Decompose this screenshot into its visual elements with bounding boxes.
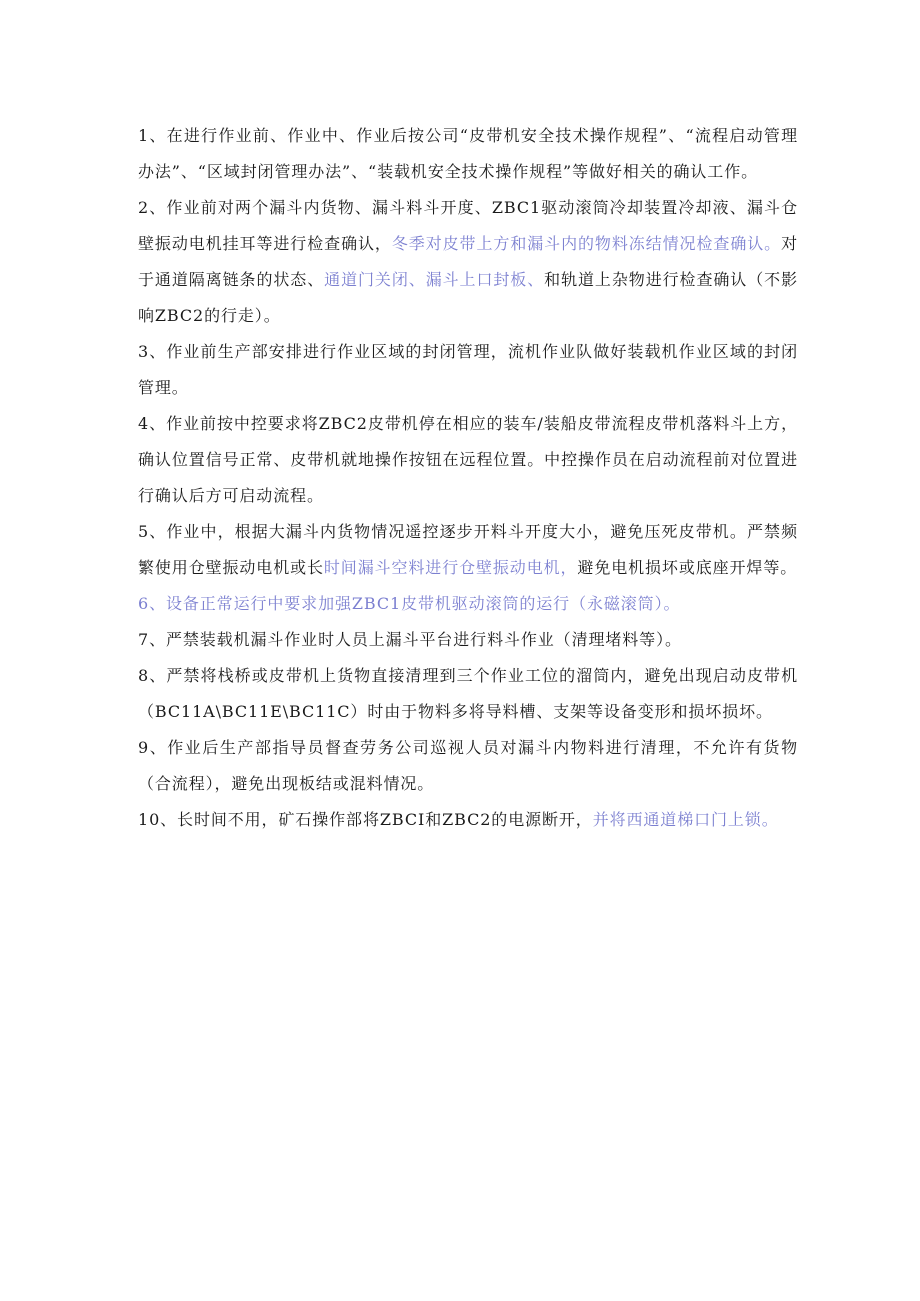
item-2-highlight-b: 通道门关闭、漏斗上口封板、 <box>324 270 545 289</box>
item-7 <box>138 622 798 658</box>
item-10-highlight: 并将西通道梯口门上锁。 <box>592 810 779 829</box>
item-1-text: 1、在进行作业前、作业中、作业后按公司“皮带机安全技术操作规程”、“流程启动管理办法”、“区域封闭管理办法”、“装载机安全技术操作规程”等做好相关的确认工作。 <box>138 126 798 181</box>
item-6 <box>138 586 798 622</box>
item-8 <box>138 658 798 730</box>
item-10 <box>138 802 798 838</box>
item-8-text: 8、严禁将栈桥或皮带机上货物直接清理到三个作业工位的溜筒内，避免出现启动皮带机（BC11A\BC11E\BC11C）时由于物料多将导料槽、支架等设备变形和损坏损坏。 <box>138 666 798 721</box>
item-6-highlight: 6、设备正常运行中要求加强ZBC1皮带机驱动滚筒的运行（永磁滚筒）。 <box>138 594 681 613</box>
item-5-highlight: 时间漏斗空料进行仓壁振动电机， <box>323 558 578 577</box>
item-9-text: 9、作业后生产部指导员督查劳务公司巡视人员对漏斗内物料进行清理，不允许有货物（合流程），避免出现板结或混料情况。 <box>138 738 798 793</box>
item-4 <box>138 406 798 514</box>
item-4-text: 4、作业前按中控要求将ZBC2皮带机停在相应的装车/装船皮带流程皮带机落料斗上方，确认位置信号正常、皮带机就地操作按钮在远程位置。中控操作员在启动流程前对位置进行确认后方可启动流程。 <box>138 414 798 505</box>
item-2-highlight-a: 冬季对皮带上方和漏斗内的物料冻结情况检查确认。 <box>391 234 782 253</box>
item-5-text-b: 避免电机损坏或底座开焊等。 <box>577 558 798 577</box>
item-3-text: 3、作业前生产部安排进行作业区域的封闭管理，流机作业队做好装载机作业区域的封闭管理。 <box>138 342 798 397</box>
item-2 <box>138 190 798 334</box>
item-3 <box>138 334 798 406</box>
item-5 <box>138 514 798 586</box>
item-10-text: 10、长时间不用，矿石操作部将ZBCI和ZBC2的电源断开， <box>138 810 593 829</box>
item-9 <box>138 730 798 802</box>
item-2-text-c: 和轨道上杂物进行检查确认（不影响ZBC2的行走）。 <box>138 270 798 325</box>
item-2-text-a: 2、作业前对两个漏斗内货物、漏斗料斗开度、ZBC1驱动滚筒冷却装置冷却液、漏斗仓壁振动电机挂耳等进行检查确认， <box>138 198 798 253</box>
item-5-text-a: 5、作业中，根据大漏斗内货物情况遥控逐步开料斗开度大小，避免压死皮带机。严禁频繁使用仓壁振动电机或长 <box>138 522 798 577</box>
item-7-text: 7、严禁装载机漏斗作业时人员上漏斗平台进行料斗作业（清理堵料等）。 <box>138 630 682 649</box>
item-2-text-b: 对于通道隔离链条的状态、 <box>138 234 798 289</box>
document-body <box>138 118 798 838</box>
item-1 <box>138 118 798 190</box>
